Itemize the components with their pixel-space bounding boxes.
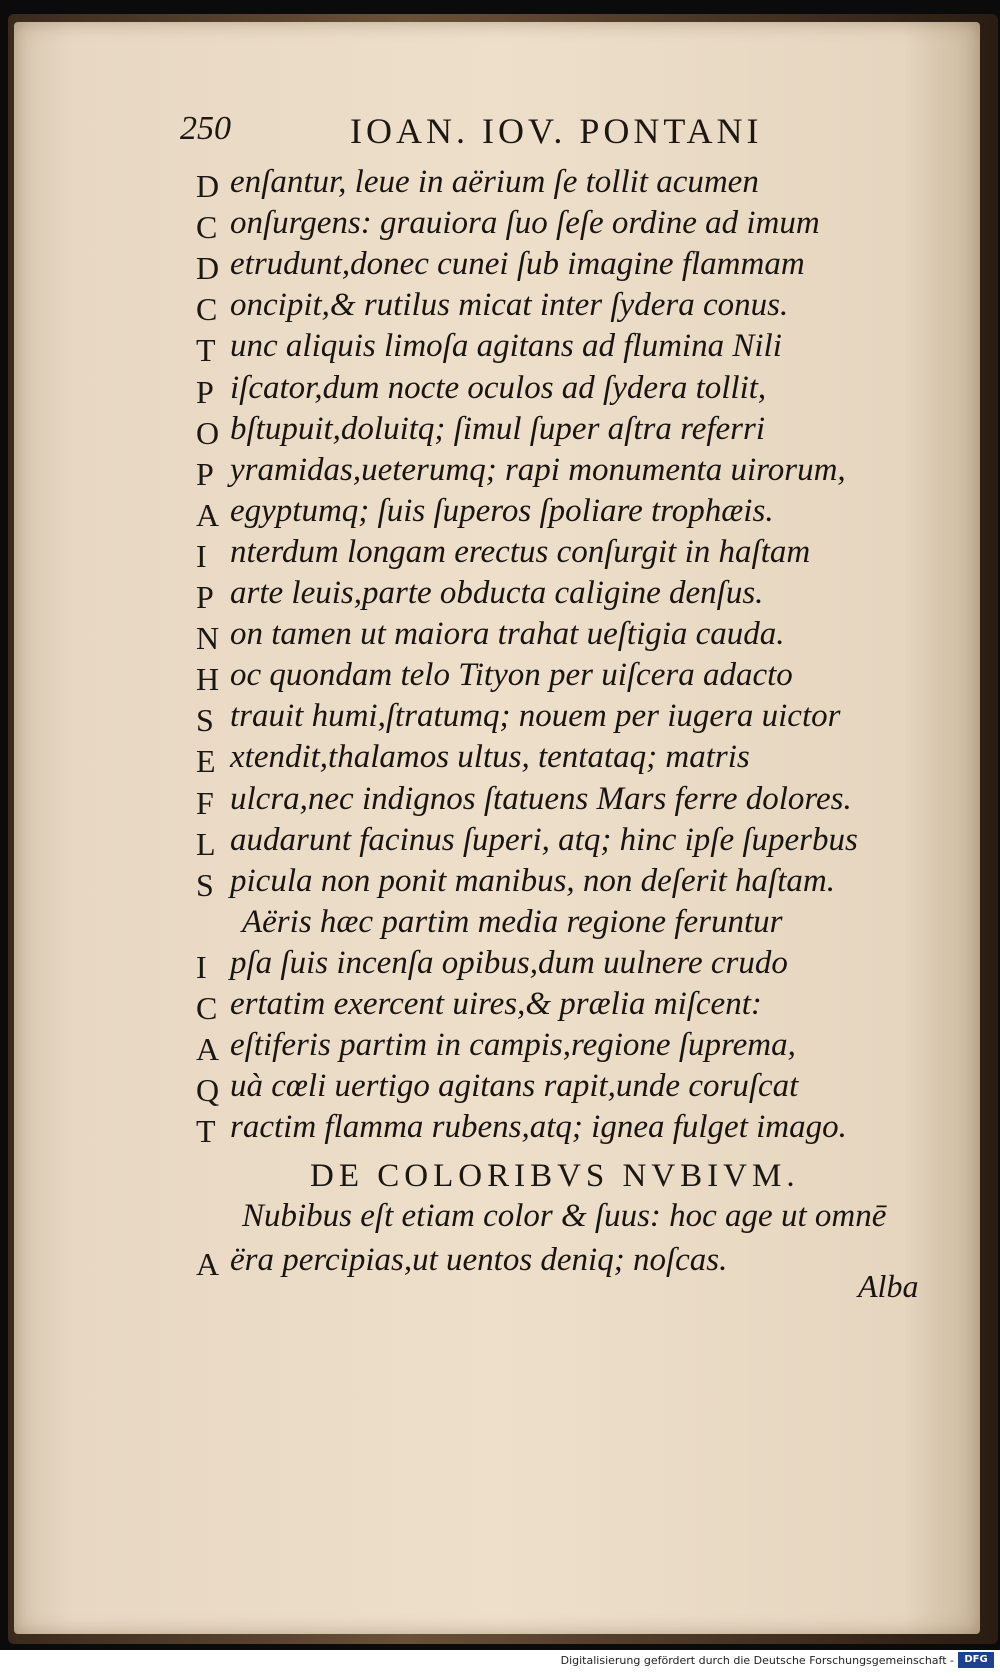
line-initial: N bbox=[196, 620, 220, 657]
line-initial: F bbox=[196, 784, 214, 821]
line-text: unc aliquis limoſa agitans ad flumina Nili bbox=[230, 328, 782, 365]
line-text: arte leuis,parte obducta caligine denſus. bbox=[230, 575, 764, 611]
page-number: 250 bbox=[180, 110, 231, 147]
line-text: ractim flamma rubens,atq; ignea fulget imago. bbox=[230, 1109, 847, 1146]
line-initial: T bbox=[196, 1113, 216, 1150]
line-initial: S bbox=[196, 866, 214, 903]
line-initial: T bbox=[196, 332, 216, 369]
line-initial: D bbox=[196, 250, 220, 287]
line-initial: C bbox=[196, 990, 218, 1026]
line-text: ertatim exercent uires,& prælia miſcent: bbox=[230, 986, 762, 1022]
line-text: trauit humi,ſtratumq; nouem per iugera uictor bbox=[230, 698, 841, 735]
line-initial: L bbox=[196, 825, 216, 862]
line-text: egyptumq; ſuis ſuperos ſpoliare trophæis. bbox=[230, 492, 774, 529]
line-initial: A bbox=[196, 1031, 220, 1068]
line-text: oncipit,& rutilus micat inter ſydera conus. bbox=[230, 287, 789, 324]
line-initial: P bbox=[196, 455, 214, 492]
line-initial: A bbox=[196, 496, 220, 533]
line-initial: I bbox=[196, 948, 207, 985]
line-text: Nubibus eſt etiam color & ſuus: hoc age ut omnē bbox=[242, 1198, 887, 1234]
line-text: ulcra,nec indignos ſtatuens Mars ferre dolores. bbox=[230, 780, 852, 817]
line-text: enſantur, leue in aërium ſe tollit acumen bbox=[230, 164, 759, 200]
digitization-credit: Digitalisierung gefördert durch die Deutsche Forschungsgemeinschaft - bbox=[560, 1654, 954, 1667]
line-text: picula non ponit manibus, non deſerit haſtam. bbox=[230, 862, 835, 899]
line-text: Aëris hæc partim media regione feruntur bbox=[242, 903, 783, 940]
line-initial: E bbox=[196, 743, 216, 780]
line-text: xtendit,thalamos ultus, tentataq; matris bbox=[230, 739, 750, 776]
line-initial: I bbox=[196, 537, 207, 574]
line-initial: A bbox=[196, 1246, 220, 1282]
line-text: oc quondam telo Tityon per uiſcera adacto bbox=[230, 657, 793, 694]
line-initial: Q bbox=[196, 1072, 220, 1109]
line-initial: O bbox=[196, 414, 220, 451]
running-head: IOAN. IOV. PONTANI bbox=[350, 111, 763, 151]
line-text: iſcator,dum nocte oculos ad ſydera tollit, bbox=[230, 369, 767, 406]
line-text: ëra percipias,ut uentos deniq; noſcas. bbox=[230, 1242, 728, 1278]
line-initial: C bbox=[196, 209, 218, 246]
dfg-logo: DFG bbox=[958, 1652, 994, 1668]
line-text: yramidas,ueterumq; rapi monumenta uirorum, bbox=[230, 451, 846, 488]
line-initial: H bbox=[196, 661, 220, 698]
catchword: Alba bbox=[858, 1268, 919, 1304]
line-text: etrudunt,donec cunei ſub imagine flammam bbox=[230, 246, 805, 283]
line-initial: P bbox=[196, 373, 214, 410]
line-text: audarunt facinus ſuperi, atq; hinc ipſe ſuperbus bbox=[230, 821, 858, 858]
section-heading: DE COLORIBVS NVBIVM. bbox=[310, 1158, 800, 1194]
line-initial: C bbox=[196, 291, 218, 328]
line-text: bſtupuit,doluitq; ſimul ſuper aſtra referri bbox=[230, 410, 766, 447]
line-text: on tamen ut maiora trahat ueſtigia cauda. bbox=[230, 616, 785, 653]
line-text: eſtiferis partim in campis,regione ſuprema, bbox=[230, 1027, 796, 1064]
line-initial: P bbox=[196, 579, 214, 615]
line-text: onſurgens: grauiora ſuo ſeſe ordine ad imum bbox=[230, 205, 820, 242]
line-text: pſa ſuis incenſa opibus,dum uulnere crudo bbox=[230, 944, 788, 981]
line-initial: S bbox=[196, 702, 214, 739]
page-header bbox=[180, 110, 820, 156]
line-text: uà cœli uertigo agitans rapit,unde coruſcat bbox=[230, 1068, 799, 1105]
line-text: nterdum longam erectus conſurgit in haſtam bbox=[230, 533, 811, 570]
line-initial: D bbox=[196, 168, 220, 204]
